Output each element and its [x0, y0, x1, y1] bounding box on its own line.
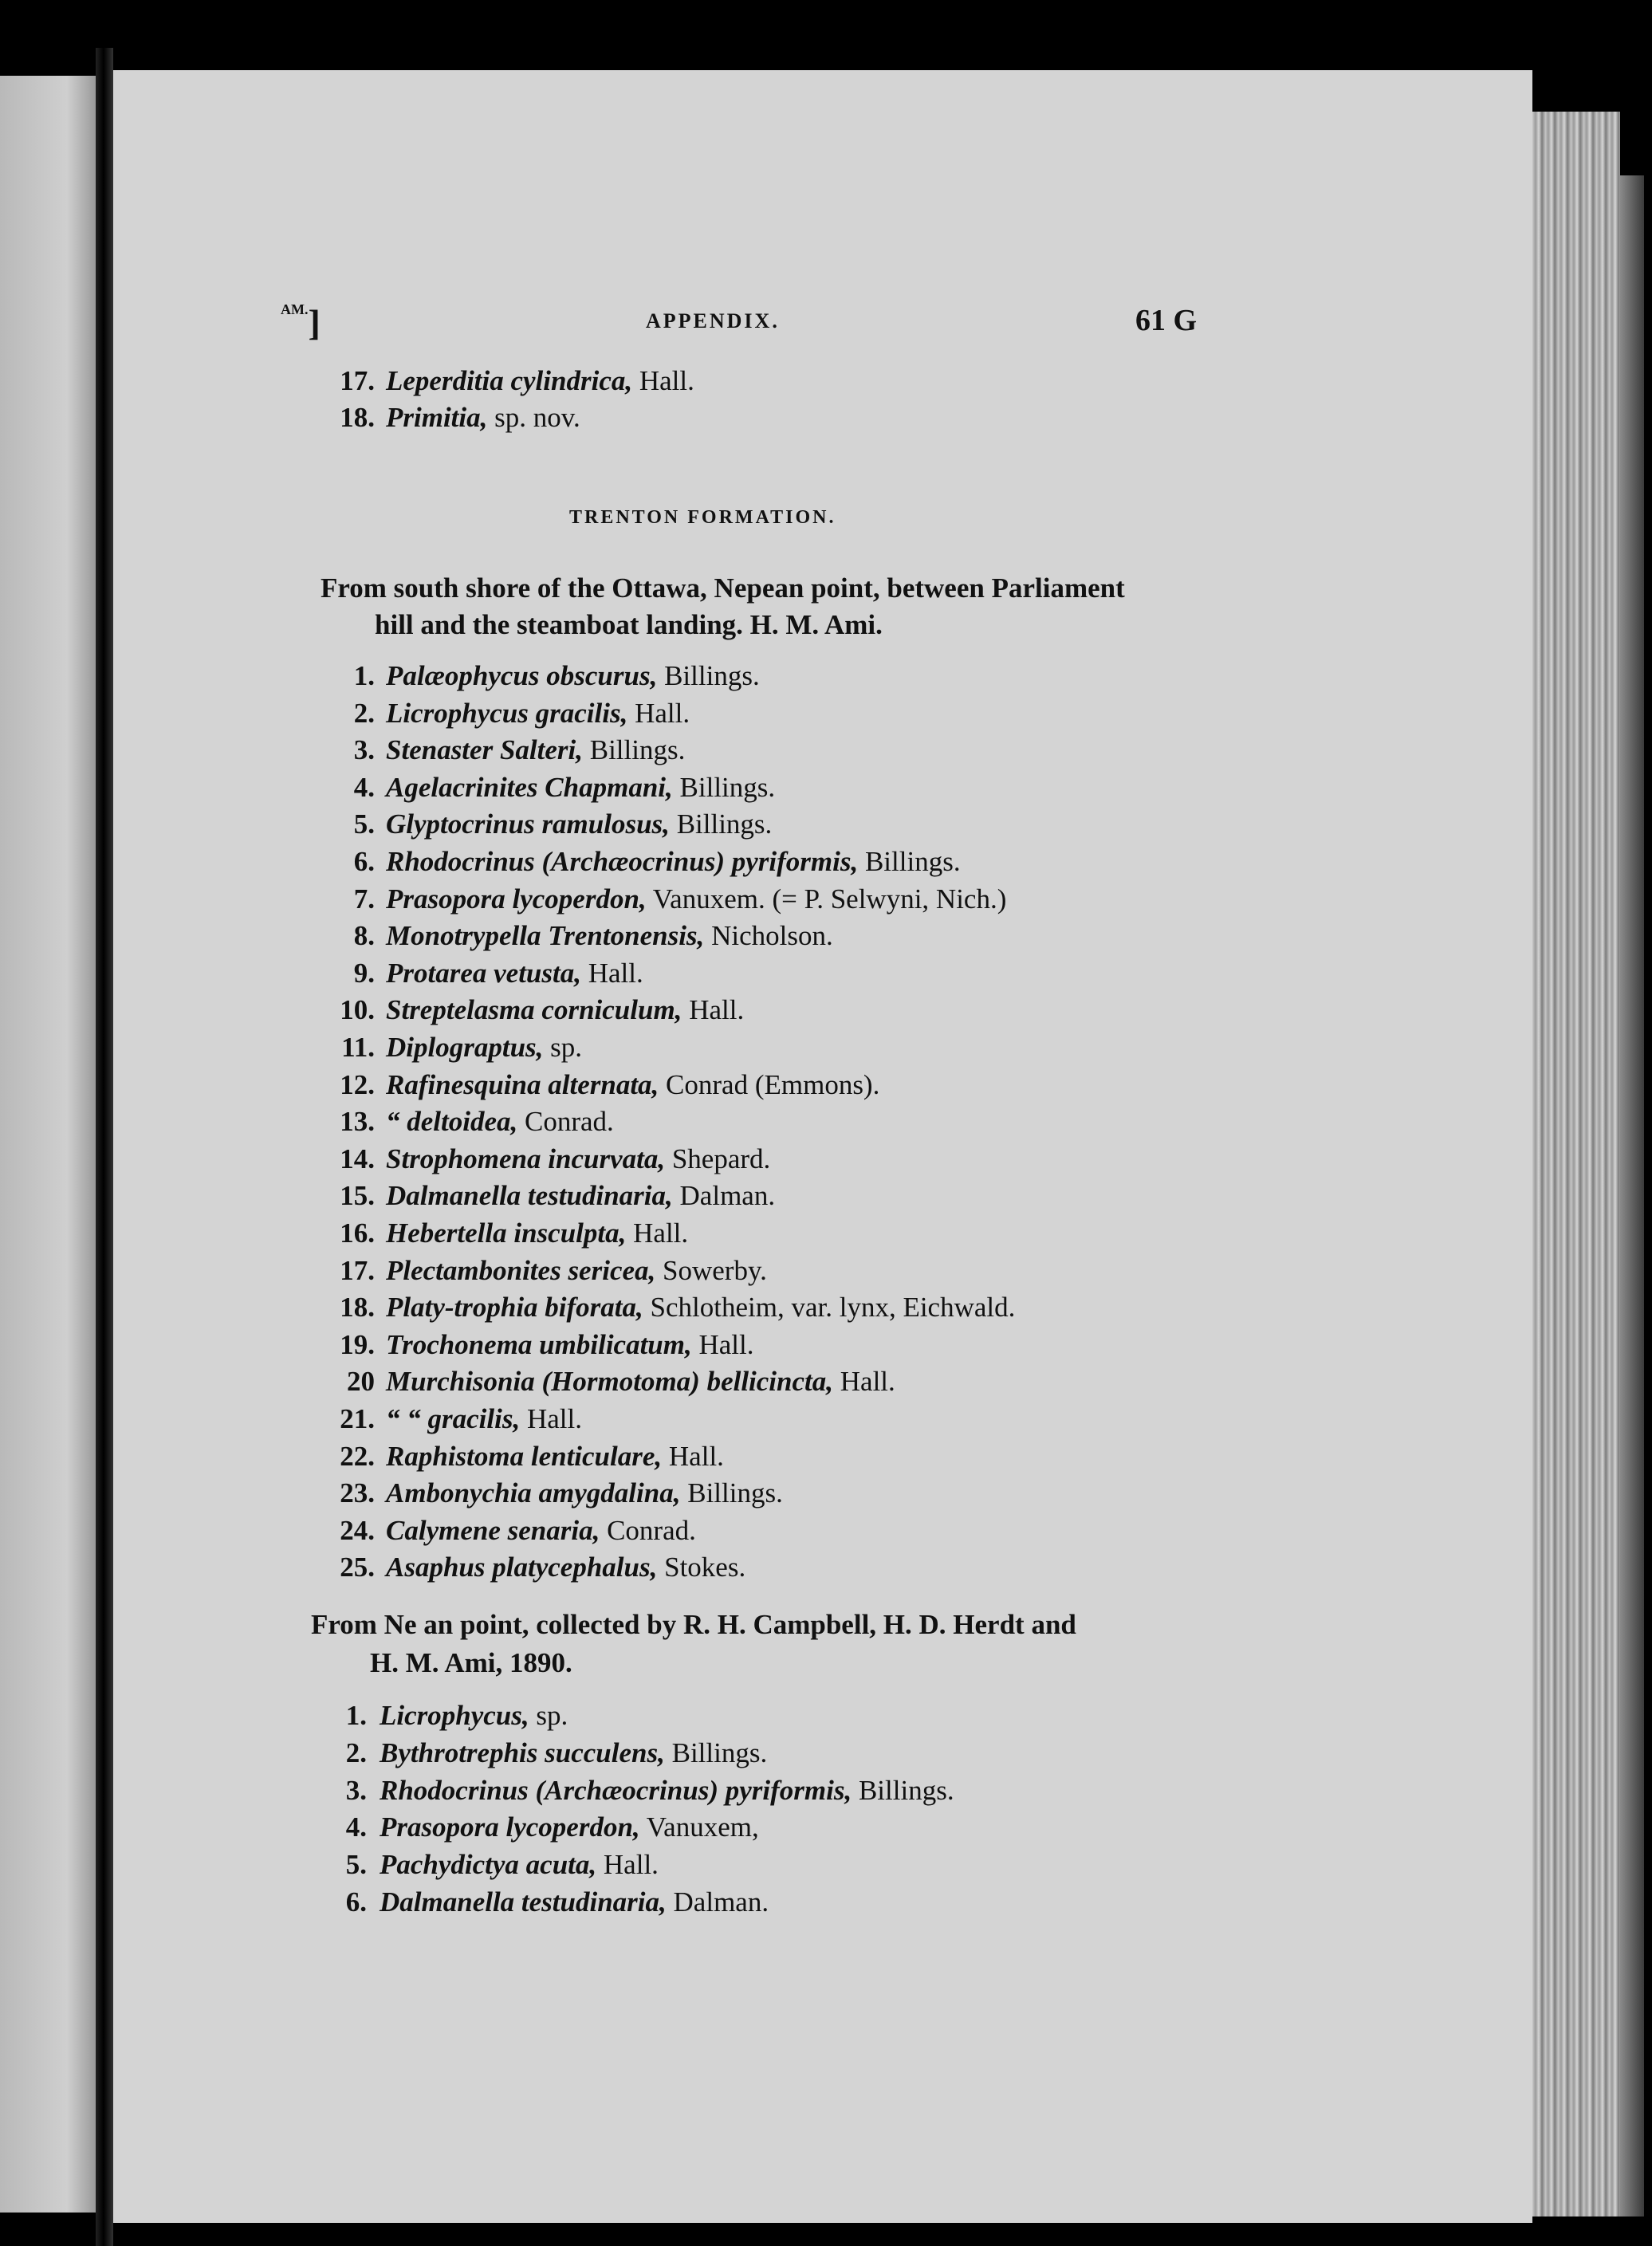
- species-name: Monotrypella Trentonensis,: [386, 920, 705, 952]
- species-name: Trochonema umbilicatum,: [386, 1328, 692, 1360]
- species-entry: [380, 1886, 769, 1918]
- species-entry: [386, 920, 833, 952]
- species-entry: [386, 1217, 688, 1249]
- species-author: Sowerby.: [655, 1254, 767, 1286]
- section-title: TRENTON FORMATION.: [569, 507, 836, 528]
- entry-number: 16.: [340, 1217, 375, 1249]
- entry-number: 21.: [340, 1403, 375, 1434]
- entry-number: 1.: [345, 1700, 367, 1731]
- species-entry: [386, 1180, 775, 1212]
- species-entry: [386, 772, 775, 804]
- header-left-mark: $^{AM.}$]: [281, 301, 321, 343]
- species-author: sp.: [529, 1700, 568, 1731]
- species-author: Conrad (Emmons).: [659, 1068, 880, 1100]
- species-author: Vanuxem,: [639, 1811, 759, 1843]
- book-cover-edge: [1620, 175, 1644, 2216]
- species-entry: [380, 1775, 954, 1807]
- entry-number: 18.: [340, 1292, 375, 1324]
- species-name: Licrophycus,: [380, 1700, 529, 1731]
- species-entry: [380, 1849, 659, 1881]
- entry-number: 20: [347, 1366, 375, 1398]
- species-author: Billings.: [858, 846, 961, 877]
- page-stack-edge: [1532, 112, 1620, 2216]
- species-entry: [386, 808, 772, 840]
- species-name: “ “ gracilis,: [386, 1403, 521, 1434]
- species-author: Hall.: [580, 957, 643, 989]
- entry-number: 9.: [353, 957, 375, 989]
- species-entry: [386, 1366, 895, 1398]
- species-author: Hall.: [596, 1849, 659, 1881]
- entry-number: 22.: [340, 1440, 375, 1472]
- species-entry: [380, 1737, 767, 1769]
- species-name: Rhodocrinus (Archæocrinus) pyriformis,: [380, 1774, 852, 1806]
- entry-number: 19.: [340, 1328, 375, 1360]
- entry-number: 14.: [340, 1143, 375, 1174]
- species-author: Hall.: [626, 1217, 689, 1249]
- species-entry: [386, 1032, 582, 1064]
- species-name: Palæophycus obscurus,: [386, 660, 658, 691]
- running-title: APPENDIX.: [646, 309, 780, 332]
- species-author: Hall.: [520, 1403, 582, 1434]
- species-name: Leperditia cylindrica,: [386, 365, 633, 396]
- species-name: Glyptocrinus ramulosus,: [386, 808, 670, 840]
- species-author: sp. nov.: [487, 402, 580, 433]
- entry-number: 7.: [353, 883, 375, 915]
- species-author: Hall.: [627, 697, 690, 729]
- species-author: Stokes.: [657, 1552, 746, 1583]
- species-name: Streptelasma corniculum,: [386, 994, 682, 1026]
- species-author: Hall.: [662, 1440, 724, 1472]
- species-author: Hall.: [691, 1328, 754, 1360]
- species-name: Platy-trophia biforata,: [386, 1292, 643, 1324]
- species-name: Rafinesquina alternata,: [386, 1068, 659, 1100]
- species-name: Agelacrinites Chapmani,: [386, 771, 673, 803]
- species-entry: [386, 1441, 724, 1473]
- entry-number: 25.: [340, 1552, 375, 1583]
- species-author: Shepard.: [665, 1143, 771, 1174]
- species-entry: [386, 402, 580, 434]
- entry-number: 17.: [340, 365, 375, 396]
- species-entry: [386, 1403, 582, 1435]
- species-entry: [386, 365, 694, 397]
- species-author: Billings.: [582, 734, 686, 766]
- entry-number: 18.: [340, 402, 375, 433]
- species-author: Billings.: [680, 1477, 783, 1509]
- entry-number: 4.: [345, 1811, 367, 1843]
- entry-number: 1.: [353, 660, 375, 691]
- species-name: Plectambonites sericea,: [386, 1254, 656, 1286]
- locality-2-line-1: From Ne an point, collected by R. H. Campbell, H. D. Herdt and: [311, 1609, 1076, 1640]
- species-entry: [386, 883, 1006, 915]
- species-name: Protarea vetusta,: [386, 957, 581, 989]
- species-entry: [386, 1552, 745, 1583]
- entry-number: 4.: [353, 771, 375, 803]
- species-entry: [386, 846, 961, 878]
- species-name: Prasopora lycoperdon,: [386, 883, 647, 915]
- species-entry: [386, 1106, 614, 1138]
- species-name: Hebertella insculpta,: [386, 1217, 627, 1249]
- species-author: Billings.: [852, 1774, 954, 1806]
- species-author: Dalman.: [672, 1180, 776, 1212]
- species-entry: [386, 994, 744, 1026]
- entry-number: 5.: [345, 1849, 367, 1881]
- entry-number: 6.: [345, 1886, 367, 1918]
- species-name: Licrophycus gracilis,: [386, 697, 628, 729]
- facing-page-edge: [0, 76, 96, 2213]
- entry-number: 12.: [340, 1068, 375, 1100]
- species-entry: [386, 1069, 879, 1101]
- species-name: Dalmanella testudinaria,: [380, 1886, 667, 1918]
- species-author: Billings.: [664, 1737, 768, 1768]
- species-name: Dalmanella testudinaria,: [386, 1180, 673, 1212]
- species-author: Hall.: [632, 365, 694, 396]
- entry-number: 5.: [353, 808, 375, 840]
- species-name: Stenaster Salteri,: [386, 734, 583, 766]
- entry-number: 15.: [340, 1180, 375, 1212]
- entry-number: 11.: [341, 1032, 375, 1063]
- entry-number: 3.: [345, 1774, 367, 1806]
- species-entry: [386, 660, 760, 692]
- species-author: Schlotheim, var. lynx, Eichwald.: [643, 1292, 1016, 1324]
- species-author: Conrad.: [600, 1514, 696, 1546]
- species-name: Bythrotrephis succulens,: [380, 1737, 665, 1768]
- species-name: Raphistoma lenticulare,: [386, 1440, 663, 1472]
- species-name: Strophomena incurvata,: [386, 1143, 666, 1174]
- species-name: Asaphus platycephalus,: [386, 1552, 658, 1583]
- species-name: Rhodocrinus (Archæocrinus) pyriformis,: [386, 846, 859, 877]
- entry-number: 24.: [340, 1514, 375, 1546]
- species-entry: [380, 1811, 759, 1843]
- species-name: Prasopora lycoperdon,: [380, 1811, 640, 1843]
- species-name: Ambonychia amygdalina,: [386, 1477, 681, 1509]
- entry-number: 17.: [340, 1254, 375, 1286]
- species-author: Billings.: [657, 660, 760, 691]
- species-author: Hall.: [833, 1366, 895, 1398]
- species-entry: [386, 1515, 696, 1547]
- entry-number: 3.: [353, 734, 375, 766]
- locality-1-line-1: From south shore of the Ottawa, Nepean point, between Parliament: [321, 572, 1125, 604]
- species-author: Billings.: [669, 808, 773, 840]
- species-name: Primitia,: [386, 402, 488, 433]
- entry-number: 23.: [340, 1477, 375, 1509]
- species-entry: [386, 1143, 770, 1175]
- species-entry: [386, 698, 690, 730]
- entry-number: 2.: [353, 697, 375, 729]
- book-gutter: [96, 48, 113, 2246]
- species-entry: [380, 1700, 568, 1732]
- species-author: Conrad.: [517, 1106, 614, 1138]
- species-name: Calymene senaria,: [386, 1514, 600, 1546]
- locality-2-line-2: H. M. Ami, 1890.: [370, 1647, 572, 1678]
- species-author: Hall.: [682, 994, 745, 1026]
- book-page: [113, 70, 1532, 2223]
- species-name: “ deltoidea,: [386, 1106, 518, 1138]
- species-entry: [386, 1329, 754, 1361]
- entry-number: 2.: [345, 1737, 367, 1768]
- entry-number: 6.: [353, 846, 375, 877]
- species-author: Nicholson.: [704, 920, 833, 952]
- species-entry: [386, 1255, 767, 1287]
- page-number: 61 G: [1135, 304, 1198, 337]
- species-entry: [386, 1477, 783, 1509]
- species-name: Diplograptus,: [386, 1032, 544, 1063]
- species-name: Pachydictya acuta,: [380, 1849, 597, 1881]
- species-author: Dalman.: [666, 1886, 769, 1918]
- species-author: Vanuxem. (= P. Selwyni, Nich.): [646, 883, 1007, 915]
- species-entry: [386, 1292, 1015, 1324]
- species-author: Billings.: [672, 771, 776, 803]
- entry-number: 10.: [340, 994, 375, 1026]
- species-entry: [386, 734, 685, 766]
- entry-number: 8.: [353, 920, 375, 952]
- entry-number: 13.: [340, 1106, 375, 1138]
- species-name: Murchisonia (Hormotoma) bellicincta,: [386, 1366, 834, 1398]
- species-entry: [386, 958, 643, 989]
- locality-1-line-2: hill and the steamboat landing. H. M. Ami.: [375, 609, 883, 640]
- species-author: sp.: [543, 1032, 583, 1063]
